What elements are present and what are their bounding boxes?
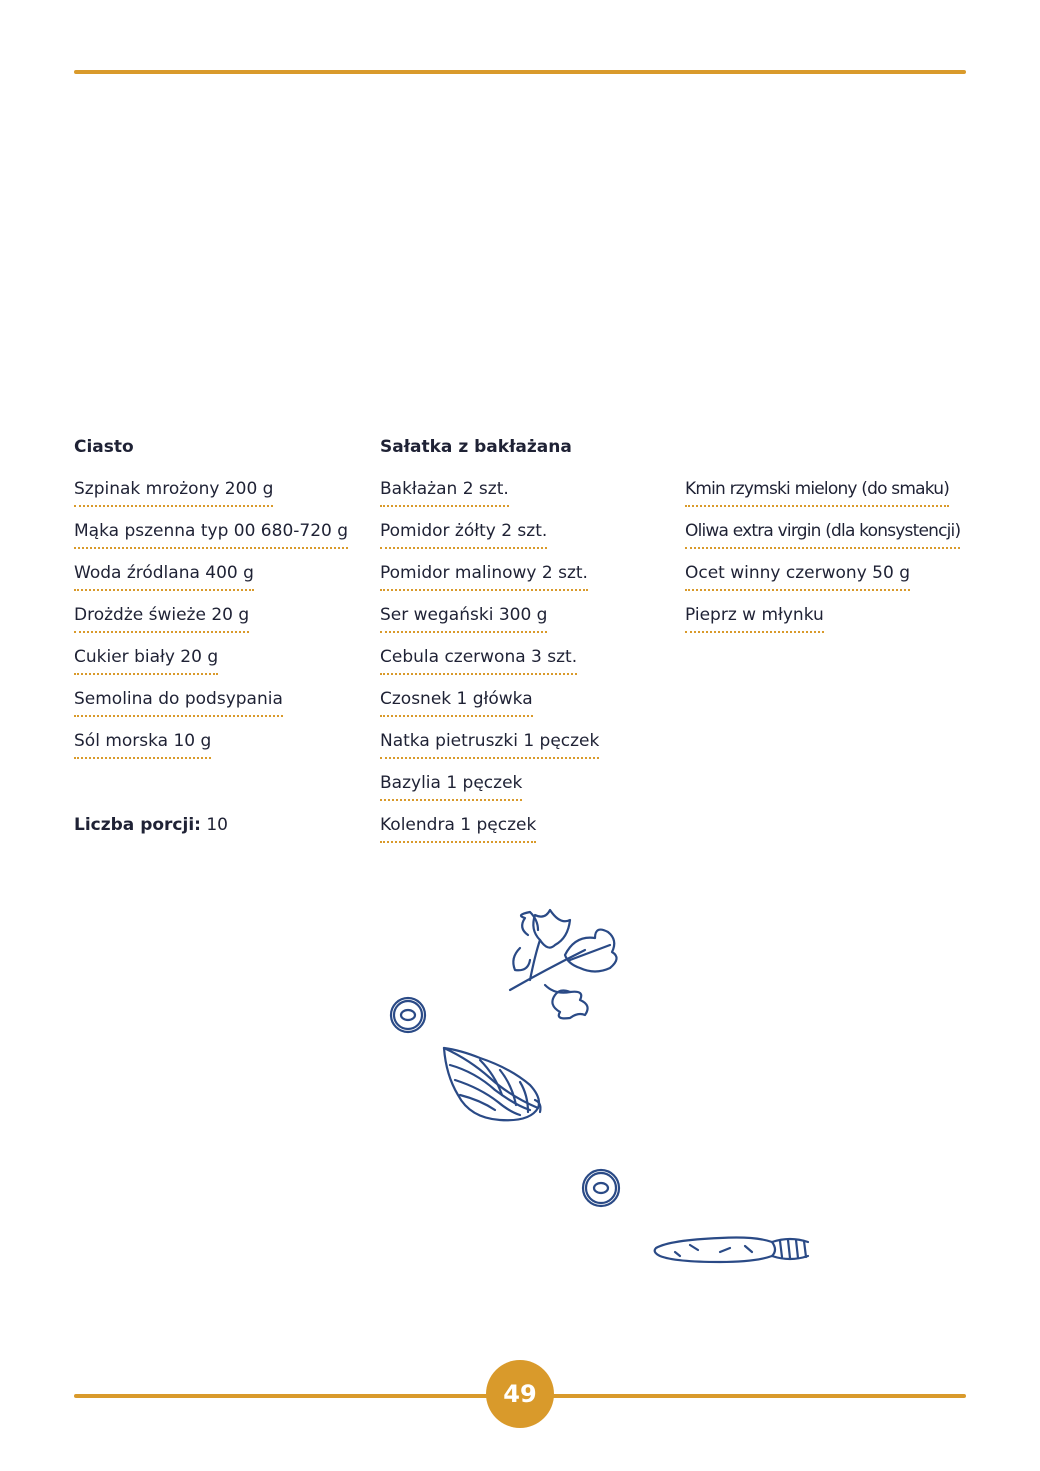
list-item xyxy=(380,644,670,686)
list-item xyxy=(74,644,364,686)
list-item xyxy=(74,686,364,728)
ingredient: Cebula czerwona 3 szt. xyxy=(380,644,577,675)
ingredient: Semolina do podsypania xyxy=(74,686,283,717)
vegetable-illustrations xyxy=(380,900,840,1280)
ingredient: Natka pietruszki 1 pęczek xyxy=(380,728,599,759)
ingredient: Sól morska 10 g xyxy=(74,728,211,759)
list-item xyxy=(74,602,364,644)
dough-ingredient-list xyxy=(74,476,364,770)
ingredient: Oliwa extra virgin (dla konsystencji) xyxy=(685,518,960,549)
ingredient: Bazylia 1 pęczek xyxy=(380,770,522,801)
list-item xyxy=(380,770,670,812)
list-item xyxy=(380,560,670,602)
carrot-icon xyxy=(655,1238,808,1263)
servings xyxy=(74,814,228,836)
list-item xyxy=(74,728,364,770)
ingredient: Ser wegański 300 g xyxy=(380,602,547,633)
ingredient: Drożdże świeże 20 g xyxy=(74,602,249,633)
salad-column xyxy=(380,434,670,854)
ingredient: Bakłażan 2 szt. xyxy=(380,476,509,507)
list-item xyxy=(380,518,670,560)
page-number-badge: 49 xyxy=(486,1360,554,1428)
salad-heading: Sałatka z bakłażana xyxy=(380,437,572,457)
ingredient: Kmin rzymski mielony (do smaku) xyxy=(685,476,949,507)
ingredient: Ocet winny czerwony 50 g xyxy=(685,560,910,591)
list-item xyxy=(685,602,975,644)
list-item xyxy=(685,476,975,518)
extras-ingredient-list xyxy=(685,476,975,644)
ingredient: Kolendra 1 pęczek xyxy=(380,812,536,843)
list-item xyxy=(380,812,670,854)
olive-ring-icon xyxy=(391,998,425,1032)
heading-spacer xyxy=(685,434,975,476)
list-item xyxy=(380,476,670,518)
top-rule xyxy=(74,70,966,74)
list-item xyxy=(74,560,364,602)
ingredient: Czosnek 1 główka xyxy=(380,686,533,717)
ingredient: Pieprz w młynku xyxy=(685,602,824,633)
ingredient: Cukier biały 20 g xyxy=(74,644,218,675)
servings-label: Liczba porcji: xyxy=(74,815,201,835)
list-item xyxy=(74,518,364,560)
extras-column xyxy=(685,434,975,644)
list-item xyxy=(74,476,364,518)
dough-heading: Ciasto xyxy=(74,437,134,457)
list-item xyxy=(380,728,670,770)
list-item xyxy=(380,602,670,644)
list-item xyxy=(685,518,975,560)
ingredient: Pomidor malinowy 2 szt. xyxy=(380,560,588,591)
ingredient: Pomidor żółty 2 szt. xyxy=(380,518,547,549)
ingredient: Szpinak mrożony 200 g xyxy=(74,476,273,507)
list-item xyxy=(380,686,670,728)
list-item xyxy=(685,560,975,602)
ingredient: Woda źródlana 400 g xyxy=(74,560,254,591)
salad-ingredient-list xyxy=(380,476,670,854)
onion-icon xyxy=(444,1048,540,1120)
dough-column xyxy=(74,434,364,770)
ingredient: Mąka pszenna typ 00 680-720 g xyxy=(74,518,348,549)
servings-value: 10 xyxy=(206,815,228,835)
parsley-icon xyxy=(510,910,617,1018)
olive-ring-icon xyxy=(583,1170,619,1206)
